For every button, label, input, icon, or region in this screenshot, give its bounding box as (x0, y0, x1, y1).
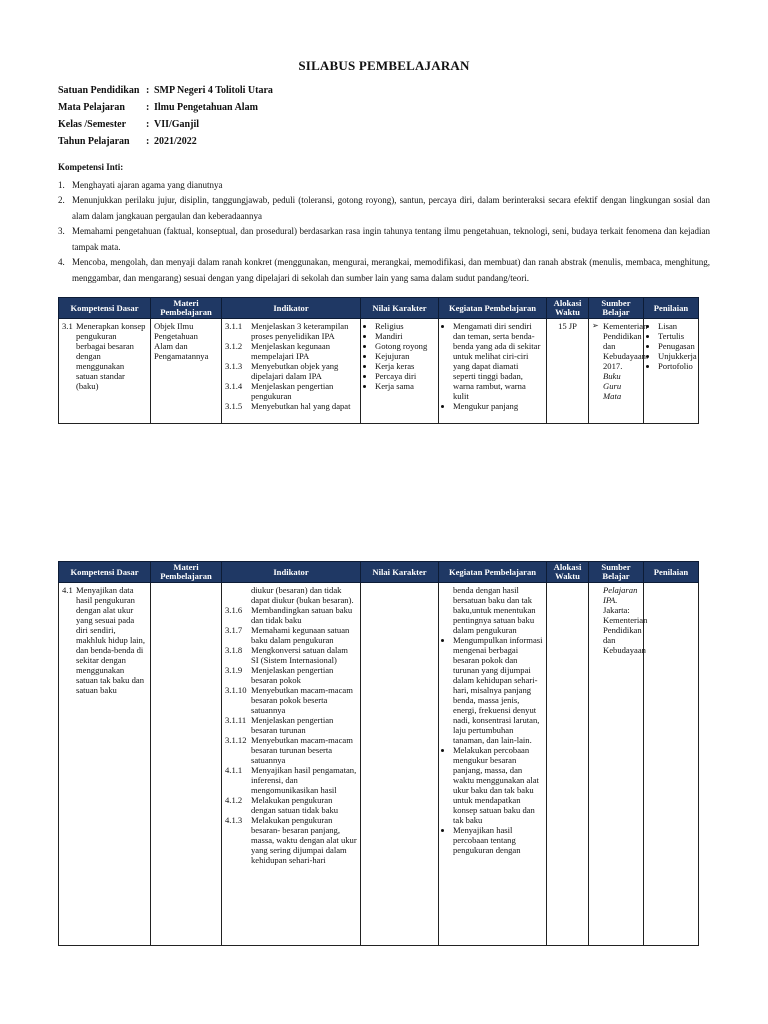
header-materi: Materi Pembelajaran (151, 562, 222, 583)
indikator-item (225, 735, 357, 765)
identity-value: Ilmu Pengetahuan Alam (154, 102, 258, 113)
identity-block (58, 82, 273, 150)
indikator-text: Menjelaskan pengertian besaran pokok (251, 665, 334, 685)
ki-text: Menghayati ajaran agama yang dianutnya (72, 179, 223, 190)
ki-number: 1. (58, 179, 65, 190)
sumber-item (603, 321, 649, 401)
header-kompetensi-dasar: Kompetensi Dasar (59, 562, 151, 583)
cell-sumber (589, 319, 649, 424)
indikator-item (225, 685, 357, 715)
indikator-text: Menjelaskan pengertian pengukuran (251, 381, 334, 401)
cell-penilaian (644, 583, 699, 946)
identity-row (58, 82, 273, 99)
identity-colon: : (146, 136, 150, 147)
cell-indikator (222, 319, 361, 424)
nilai-item: • Mandiri (375, 331, 435, 341)
indikator-item (225, 795, 357, 815)
kegiatan-item: • Melakukan percobaan mengukur besaran panjang, massa, dan waktu menggunakan alat ukur baku dan tak baku untuk mendapatkan konsep satuan baku dan tak baku (453, 745, 543, 825)
identity-value: SMP Negeri 4 Tolitoli Utara (154, 85, 273, 96)
identity-colon: : (146, 102, 150, 113)
indikator-item (225, 765, 357, 795)
indikator-item (225, 401, 357, 411)
indikator-text: Menyebutkan objek yang dipelajari dalam IPA (251, 361, 339, 381)
ki-text: Memahami pengetahuan (faktual, konseptual, dan prosedural) berdasarkan rasa ingin tahunya tentang ilmu pengetahuan, teknologi, seni, budaya terkait fenomena dan kejadian tampak mata. (72, 226, 710, 252)
cell-sumber (589, 583, 648, 946)
cell-materi (151, 583, 222, 946)
indikator-number: 3.1.12 (225, 735, 247, 745)
kompetensi-inti (58, 160, 710, 286)
cell-materi: Objek Ilmu Pengetahuan Alam dan Pengamatannya (151, 319, 222, 424)
table-row (59, 583, 699, 946)
header-alokasi: Alokasi Waktu (547, 562, 589, 583)
cell-kegiatan (439, 319, 547, 424)
table-header-row (59, 298, 699, 319)
indikator-text: Membandingkan satuan baku dan tidak baku (251, 605, 353, 625)
kegiatan-item: • Mengukur panjang (453, 401, 543, 411)
header-kegiatan: Kegiatan Pembelajaran (439, 298, 547, 319)
indikator-text: Menjelaskan pengertian besaran turunan (251, 715, 334, 735)
header-materi: Materi Pembelajaran (151, 298, 222, 319)
indikator-text: Menyebutkan macam-macam besaran pokok beserta satuannya (251, 685, 353, 715)
kegiatan-item: • Mengumpulkan informasi mengenai berbagai besaran pokok dan turunan yang dijumpai dalam kehidupan sehari-hari, misalnya panjang benda, massa jenis, energi, frekuensi denyut nadi, konsentrasi larutan, laju pertumbuhan tanaman, dan lain-lain. (453, 635, 543, 745)
cell-penilaian (644, 319, 699, 424)
header-kegiatan: Kegiatan Pembelajaran (439, 562, 547, 583)
identity-colon: : (146, 119, 150, 130)
indikator-text: Melakukan pengukuran besaran- besaran panjang, massa, waktu dengan alat ukur yang sering dijumpai dalam kehidupan sehari-hari (251, 815, 357, 865)
kompetensi-inti-item (58, 178, 710, 194)
penilaian-item: • Tertulis (658, 331, 695, 341)
kegiatan-item: • Mengamati diri sendiri dan teman, serta benda-benda yang ada di sekitar untuk melihat ciri-ciri yang dapat diamati seperti tinggi badan, warna rambut, warna kulit (453, 321, 543, 401)
identity-label: Satuan Pendidikan (58, 85, 140, 96)
indikator-item (225, 665, 357, 685)
indikator-item (225, 645, 357, 665)
kd-number: 3.1 (62, 321, 73, 331)
indikator-text: Memahami kegunaan satuan baku dalam pengukuran (251, 625, 350, 645)
document-title: SILABUS PEMBELAJARAN (298, 58, 470, 73)
indikator-number: 3.1.9 (225, 665, 243, 675)
indikator-number: 3.1.10 (225, 685, 247, 695)
indikator-text: Menyebutkan macam-macam besaran turunan beserta satuannya (251, 735, 353, 765)
indikator-item (225, 321, 357, 341)
kd-item (62, 585, 147, 695)
indikator-number: 4.1.2 (225, 795, 243, 805)
penilaian-item: • Lisan (658, 321, 695, 331)
sumber-list (592, 321, 649, 401)
ki-number: 2. (58, 195, 65, 205)
indikator-text: diukur (besaran) dan tidak dapat diukur (bukan besaran). (251, 585, 354, 605)
indikator-number: 3.1.4 (225, 381, 243, 391)
header-sumber: Sumber Belajar (589, 298, 644, 319)
indikator-number: 3.1.8 (225, 645, 243, 655)
header-indikator: Indikator (222, 298, 361, 319)
identity-label: Tahun Pelajaran (58, 136, 130, 147)
ki-number: 4. (58, 257, 65, 267)
indikator-item (225, 341, 357, 361)
cell-nilai-karakter (361, 319, 439, 424)
indikator-item (225, 715, 357, 735)
ki-text: Menunjukkan perilaku jujur, disiplin, tanggungjawab, peduli (toleransi, gotong royong), santun, percaya diri, dalam berinteraksi secara efektif dengan lingkungan sosial dan alam dalam jangkauan pergaulan dan keberadaannya (72, 195, 710, 221)
header-alokasi: Alokasi Waktu (547, 298, 589, 319)
kegiatan-list (442, 321, 543, 411)
indikator-text: Menyebutkan hal yang dapat (251, 401, 351, 411)
nilai-item: • Religius (375, 321, 435, 331)
indikator-text: Menjelaskan kegunaan mempelajari IPA (251, 341, 330, 361)
cell-kompetensi-dasar (59, 319, 151, 424)
indikator-number: 3.1.6 (225, 605, 243, 615)
cell-kompetensi-dasar (59, 583, 151, 946)
nilai-item: • Gotong royong (375, 341, 435, 351)
header-indikator: Indikator (222, 562, 361, 583)
cell-alokasi: 15 JP (547, 319, 589, 424)
kompetensi-inti-item (58, 255, 710, 286)
penilaian-item: • Unjukkerja (658, 351, 695, 361)
cell-kegiatan (439, 583, 547, 946)
indikator-item (225, 381, 357, 401)
penilaian-list (647, 321, 695, 371)
indikator-continuation (225, 585, 357, 605)
cell-nilai-karakter (361, 583, 439, 946)
indikator-text: Mengkonversi satuan dalam SI (Sistem Internasional) (251, 645, 348, 665)
kompetensi-inti-title: Kompetensi Inti: (58, 162, 124, 172)
sumber-italic-text: Buku Guru Mata (603, 371, 622, 401)
kd-number: 4.1 (62, 585, 73, 595)
sumber-text: Jakarta: Kementerian Pendidikan dan Kebudayaan (603, 605, 648, 655)
ki-text: Mencoba, mengolah, dan menyaji dalam ranah konkret (menggunakan, mengurai, merangkai, memodifikasi, dan membuat) dan ranah abstrak (menulis, membaca, menghitung, menggambar, dan mengarang) sesuai dengan yang dipelajari di sekolah dan sumber lain yang sama dalam sudut pandang/teori. (72, 257, 710, 283)
table-header-row (59, 562, 699, 583)
indikator-item (225, 815, 357, 865)
header-penilaian: Penilaian (644, 298, 699, 319)
identity-label: Kelas /Semester (58, 119, 127, 130)
indikator-number: 3.1.3 (225, 361, 243, 371)
kompetensi-inti-item (58, 224, 710, 255)
indikator-number: 4.1.1 (225, 765, 243, 775)
syllabus-table-2 (58, 561, 699, 946)
kd-item (62, 321, 147, 391)
indikator-number: 3.1.7 (225, 625, 243, 635)
identity-row (58, 116, 273, 133)
indikator-number: 3.1.2 (225, 341, 243, 351)
kegiatan-item: • Menyajikan hasil percobaan tentang pengukuran dengan (453, 825, 543, 855)
identity-row (58, 99, 273, 116)
indikator-number: 4.1.3 (225, 815, 243, 825)
kompetensi-inti-item (58, 193, 710, 224)
kegiatan-list (442, 635, 543, 855)
indikator-item (225, 361, 357, 381)
kd-text: Menerapkan konsep pengukuran berbagai besaran dengan menggunakan satuan standar (baku) (76, 321, 146, 391)
penilaian-item: • Portofolio (658, 361, 695, 371)
nilai-item: • Kejujuran (375, 351, 435, 361)
ki-number: 3. (58, 226, 65, 236)
indikator-number: 3.1.5 (225, 401, 243, 411)
header-penilaian: Penilaian (644, 562, 699, 583)
identity-colon: : (146, 85, 150, 96)
indikator-text: Menyajikan hasil pengamatan, inferensi, dan mengomunikasikan hasil (251, 765, 357, 795)
identity-label: Mata Pelajaran (58, 102, 125, 113)
syllabus-table-1 (58, 297, 699, 424)
table-row (59, 319, 699, 424)
sumber-text: Kementerian Pendidikan dan Kebudayaan. 2017. (603, 321, 649, 371)
nilai-item: • Kerja keras (375, 361, 435, 371)
kd-text: Menyajikan data hasil pengukuran dengan alat ukur yang sesuai pada diri sendiri, makhluk hidup lain, dan benda-benda di sekitar dengan menggunakan satuan tak baku dan satuan baku (76, 585, 145, 695)
indikator-number: 3.1.1 (225, 321, 243, 331)
identity-value: VII/Ganjil (154, 119, 200, 130)
cell-indikator (222, 583, 361, 946)
identity-row (58, 133, 273, 150)
indikator-item (225, 605, 357, 625)
indikator-item (225, 625, 357, 645)
indikator-text: Menjelaskan 3 keterampilan proses penyelidikan IPA (251, 321, 349, 341)
header-nilai-karakter: Nilai Karakter (361, 298, 439, 319)
indikator-text: Melakukan pengukuran dengan satuan tidak baku (251, 795, 339, 815)
header-nilai-karakter: Nilai Karakter (361, 562, 439, 583)
sumber-continuation (592, 585, 648, 655)
sumber-italic-text: Pelajaran IPA. (603, 585, 638, 605)
indikator-number: 3.1.11 (225, 715, 247, 725)
header-kompetensi-dasar: Kompetensi Dasar (59, 298, 151, 319)
nilai-item: • Kerja sama (375, 381, 435, 391)
cell-alokasi (547, 583, 589, 946)
nilai-list (364, 321, 435, 391)
nilai-item: • Percaya diri (375, 371, 435, 381)
kegiatan-continuation: benda dengan hasil bersatuan baku dan tak baku,untuk menentukan pentingnya satuan baku dalam pengukuran (453, 585, 536, 635)
header-sumber: Sumber Belajar (589, 562, 644, 583)
penilaian-item: • Penugasan (658, 341, 695, 351)
identity-value: 2021/2022 (154, 136, 197, 147)
